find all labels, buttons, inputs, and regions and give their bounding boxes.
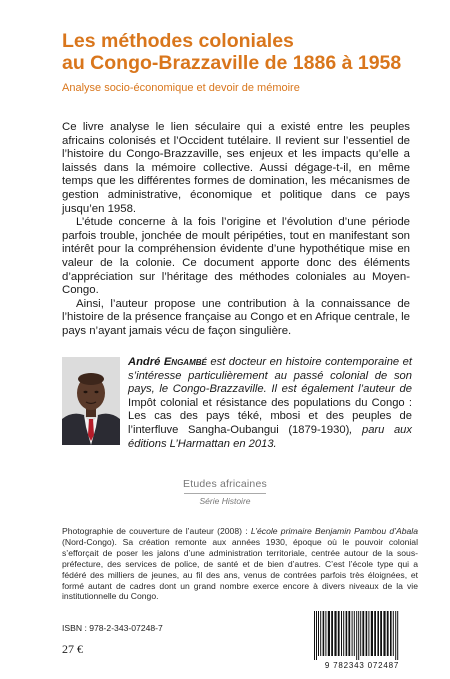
barcode-bar [358,611,359,660]
book-title-line-2: au Congo-Brazzaville de 1886 à 1958 [62,52,402,74]
barcode-bar [374,611,376,656]
barcode-bar [314,611,315,660]
barcode-bar [356,611,357,660]
barcode-bar [343,611,344,656]
photo-credit-prefix: Photographie de couverture de l’auteur (2008) : [62,526,251,536]
book-subtitle: Analyse socio-économique et devoir de mémoire [62,82,300,94]
barcode-bar [377,611,379,656]
barcode-bar [331,611,333,656]
barcode-bars [312,611,412,660]
author-bio-part-1: est docteur en histoire contemporaine et s’intéresse particulièrement au passé colonial de son pays, le Congo-Brazzaville. Il est également l’auteur de [128,356,412,396]
barcode-bar [325,611,326,656]
summary-paragraph-2: L’étude concerne à la fois l’origine et l’évolution d’une période parfois trouble, jonchée de moult péripéties, tout en manifestant son intérêt pour la compréhension évidente d’une hypothétique mise en valeur de la colonie. Ce document apporte donc des éléments d’appréciation sur l’héritage des méthodes coloniales au Moyen-Congo. [62,216,410,297]
photo-credit [62,526,418,602]
barcode-bar [318,611,319,656]
series-subtitle: Série Histoire [199,496,251,506]
barcode-bar [390,611,392,656]
barcode-bar [366,611,368,656]
barcode-bar [316,611,317,660]
barcode-bar [346,611,348,656]
barcode-bar [368,611,369,656]
barcode-bar [323,611,325,656]
photo-credit-text: (Nord-Congo). Sa création remonte aux années 1930, époque où le pouvoir colonial s’efforçait de poser les jalons d’une administration territoriale, centrée autour de la sous-préfecture, des services de police, de santé et de bien d’autres. C’est l’école type qui a fédéré des milliers de jeunes, au fil des ans, venus de contrées parfois très éloignées, et formé autant de cadres dont un grand nombre exerce encore à divers niveaux de la vie institutionnelle du Congo. [62,536,418,602]
author-portrait-icon [62,357,120,445]
barcode-bar [360,611,361,656]
isbn: ISBN : 978-2-343-07248-7 [62,623,163,633]
author-last-name: Engambé [163,356,207,368]
photo-credit-school: L’école primaire Benjamin Pambou d’Abala [250,526,418,536]
barcode-bar [395,611,396,660]
barcode-bar [387,611,389,656]
author-first-name: André [128,356,161,368]
barcode-number: 9 782343 072487 [324,661,400,670]
barcode-bar [341,611,342,656]
barcode-bar [354,611,355,656]
book-title-line-1: Les méthodes coloniales [62,30,294,52]
barcode-bar [362,611,364,656]
author-bio-part-2: , paru aux éditions L’Harmattan en 2013. [128,423,412,450]
series-name: Etudes africaines [183,478,267,490]
summary-paragraph-3: Ainsi, l’auteur propose une contribution à la connaissance de l’histoire de la présence française au Congo et en Afrique centrale, le pays n’ayant jamais vécu de façon singulière. [62,297,410,337]
barcode-bar [348,611,350,656]
barcode-bar [338,611,340,656]
price: 27 € [62,642,83,656]
barcode-bar [334,611,336,656]
barcode-bar [380,611,382,656]
barcode-bar [320,611,321,656]
barcode-bar [328,611,330,656]
summary-paragraph-1: Ce livre analyse le lien séculaire qui a existé entre les peuples africains colonisés et l’Occident tutélaire. Il revient sur l’essentiel de l’histoire du Congo-Brazzaville, ses enjeux et les impacts qu’elle a laissés dans la mémoire collective. Aussi dégage-t-il, en même temps que les différentes formes de domination, les mécanismes de gestion administrative, économique et politique dans ce pays jusqu’en 1958. [62,121,410,215]
author-photo [62,357,120,445]
book-title [62,30,432,74]
barcode [312,611,412,660]
barcode-bar [371,611,373,656]
series-divider [184,493,266,494]
author-bio [128,356,412,451]
barcode-bar [397,611,398,660]
barcode-bar [352,611,353,656]
barcode-bar [383,611,385,656]
barcode-bar [393,611,394,656]
author-book-title: Impôt colonial et résistance des populations du Congo : Les cas des pays téké, mbosi et des peuples de l’interfluve Sangha-Oubangui (1879-1930) [128,396,412,436]
summary-text [62,121,410,339]
series-label [170,478,280,514]
